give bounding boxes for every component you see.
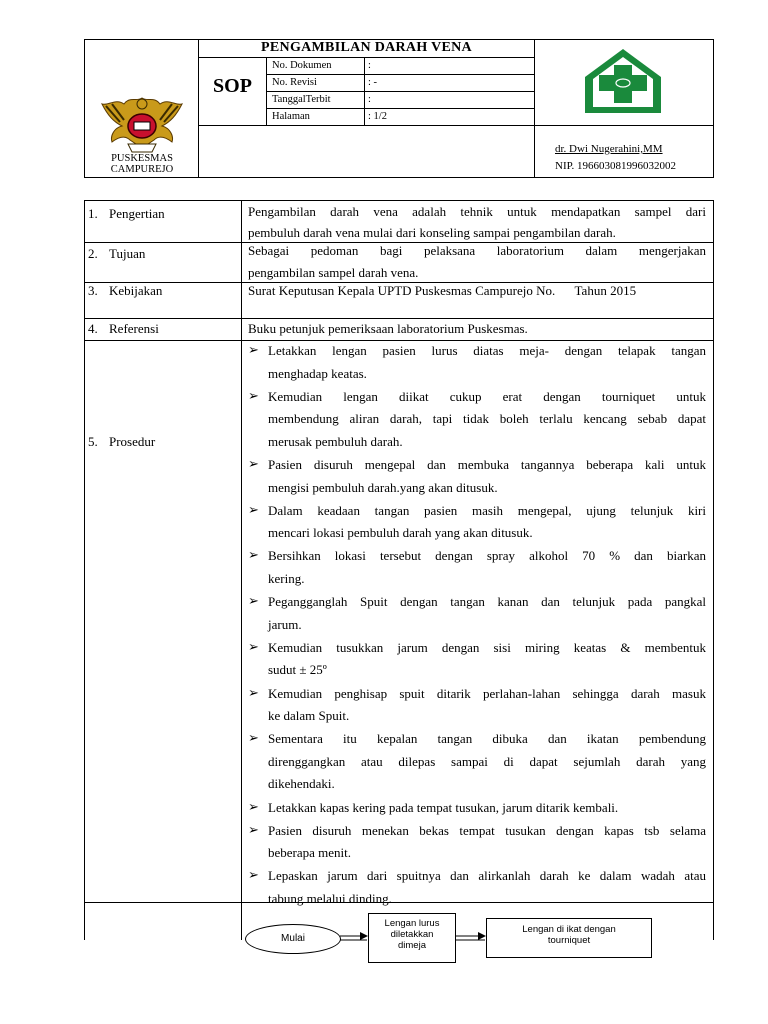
puskesmas-logo-icon	[583, 47, 663, 115]
section-num-3: 3.	[88, 283, 98, 298]
pengertian-line-1: Pengambilan darah vena adalah tehnik untuk mendapatkan sampel dari	[248, 204, 706, 219]
procedure-step-12-line-2: tabung melalui dinding.	[268, 890, 392, 906]
org-line-1: PUSKESMAS	[111, 153, 173, 164]
section-label-referensi: Referensi	[109, 321, 159, 336]
pengertian-line-2: pembuluh darah vena mulai dari konseling sampai pengambilan darah.	[248, 225, 616, 240]
procedure-bullet-icon: ➢	[248, 456, 259, 471]
kebijakan-line-1: Surat Keputusan Kepala UPTD Puskesmas Campurejo No. Tahun 2015	[248, 283, 637, 298]
tujuan-line-2: pengambilan sampel darah vena.	[248, 265, 419, 280]
procedure-step-5-line-1: Bersihkan lokasi tersebut dengan spray alkohol 70 % dan biarkan	[268, 548, 706, 564]
flow-step-2-line-2: tourniquet	[547, 935, 591, 946]
signer-name: dr. Dwi Nugerahini,MM	[555, 143, 663, 155]
procedure-step-12-line-1: Lepaskan jarum dari spuitnya dan alirkanlah darah ke dalam wadah atau	[268, 868, 706, 884]
procedure-step-8-line-1: Kemudian penghisap spuit ditarik perlahan-lahan sehingga darah masuk	[268, 685, 706, 701]
flow-start-node	[245, 924, 341, 954]
procedure-bullet-icon: ➢	[248, 798, 259, 814]
procedure-step-2-line-2: membendung aliran darah, tapi tidak boleh terlalu kencang sebab dapat	[268, 411, 706, 427]
procedure-step-8-line-2: ke dalam Spuit.	[268, 708, 350, 724]
meta-label-tanggal-terbit: TanggalTerbit	[272, 94, 331, 105]
procedure-step-11-line-1: Pasien disuruh menekan bekas tempat tusukan dengan kapas tsb selama	[268, 822, 706, 838]
procedure-step-4-line-1: Dalam keadaan tangan pasien masih mengepal, ujung telunjuk kiri	[268, 502, 706, 518]
section-num-2: 2.	[88, 246, 98, 261]
garuda-emblem-icon	[100, 92, 184, 154]
procedure-step-1-line-2: menghadap keatas.	[268, 365, 367, 381]
procedure-step-10-line-1: Letakkan kapas kering pada tempat tusukan, jarum ditarik kembali.	[268, 799, 619, 815]
procedure-step-6-line-1: Pegangganglah Spuit dengan tangan kanan dan telunjuk pada pangkal	[268, 594, 706, 610]
procedure-bullet-icon: ➢	[248, 730, 259, 746]
meta-value-no-dokumen: :	[368, 60, 371, 71]
procedure-bullet-icon: ➢	[248, 867, 259, 883]
procedure-bullet-icon: ➢	[248, 593, 259, 609]
document-title: PENGAMBILAN DARAH VENA	[261, 40, 472, 55]
procedure-step-4-line-2: mencari lokasi pembuluh darah yang akan ditusuk.	[268, 525, 533, 541]
meta-value-tanggal-terbit: :	[368, 94, 371, 105]
flow-step-1-line-3: dimeja	[398, 940, 426, 951]
meta-value-no-revisi: : -	[368, 77, 378, 88]
procedure-step-3-line-2: mengisi pembuluh darah.yang akan ditusuk.	[268, 479, 498, 495]
referensi-line-1: Buku petunjuk pemeriksaan laboratorium Puskesmas.	[248, 321, 528, 336]
procedure-bullet-icon: ➢	[248, 342, 259, 357]
procedure-step-7-line-2: sudut ± 25º	[268, 662, 327, 678]
flow-step-1	[368, 913, 456, 963]
meta-label-no-dokumen: No. Dokumen	[272, 60, 332, 71]
flow-step-2	[486, 918, 652, 958]
procedure-step-7-line-1: Kemudian tusukkan jarum dengan sisi miring keatas & membentuk	[268, 639, 706, 655]
sop-label: SOP	[213, 75, 252, 97]
procedure-bullet-icon: ➢	[248, 387, 259, 403]
tujuan-line-1: Sebagai pedoman bagi pelaksana laboratorium dalam mengerjakan	[248, 243, 706, 258]
procedure-bullet-icon: ➢	[248, 684, 259, 700]
flow-step-1-line-1: Lengan lurus	[384, 918, 440, 929]
meta-value-halaman: : 1/2	[368, 111, 387, 122]
procedure-step-2-line-3: merusak pembuluh darah.	[268, 433, 403, 449]
procedure-step-2-line-1: Kemudian lengan diikat cukup erat dengan tourniquet untuk	[268, 388, 706, 404]
section-label-prosedur: Prosedur	[109, 434, 156, 449]
procedure-bullet-icon: ➢	[248, 638, 259, 654]
section-num-1: 1.	[88, 206, 98, 221]
section-label-kebijakan: Kebijakan	[109, 283, 163, 298]
procedure-bullet-icon: ➢	[248, 501, 259, 517]
flow-start-label: Mulai	[281, 933, 305, 944]
procedure-step-5-line-2: kering.	[268, 571, 305, 586]
section-num-5: 5.	[88, 434, 98, 449]
org-line-2: CAMPUREJO	[110, 164, 174, 175]
procedure-step-9-line-2: direnggangkan atau dilepas sampai di dapat sejumlah darah yang	[268, 753, 706, 769]
procedure-step-9-line-1: Sementara itu kepalan tangan dibuka dan ikatan pembendung	[268, 731, 706, 747]
section-label-tujuan: Tujuan	[109, 246, 146, 261]
procedure-step-6-line-2: jarum.	[268, 616, 302, 632]
procedure-step-9-line-3: dikehendaki.	[268, 776, 335, 792]
procedure-step-11-line-2: beberapa menit.	[268, 845, 352, 861]
procedure-bullet-icon: ➢	[248, 547, 259, 563]
signer-nip: NIP. 196603081996032002	[555, 160, 677, 172]
flow-step-1-line-2: diletakkan	[390, 929, 434, 940]
procedure-bullet-icon: ➢	[248, 821, 259, 837]
meta-label-no-revisi: No. Revisi	[272, 77, 317, 88]
meta-label-halaman: Halaman	[272, 111, 310, 122]
procedure-step-1-line-1: Letakkan lengan pasien lurus diatas meja- dengan telapak tangan	[268, 343, 706, 358]
flow-step-2-line-1: Lengan di ikat dengan	[522, 924, 616, 935]
procedure-step-3-line-1: Pasien disuruh mengepal dan membuka tangannya beberapa kali untuk	[268, 457, 706, 472]
section-num-4: 4.	[88, 321, 98, 336]
section-label-pengertian: Pengertian	[109, 206, 165, 221]
